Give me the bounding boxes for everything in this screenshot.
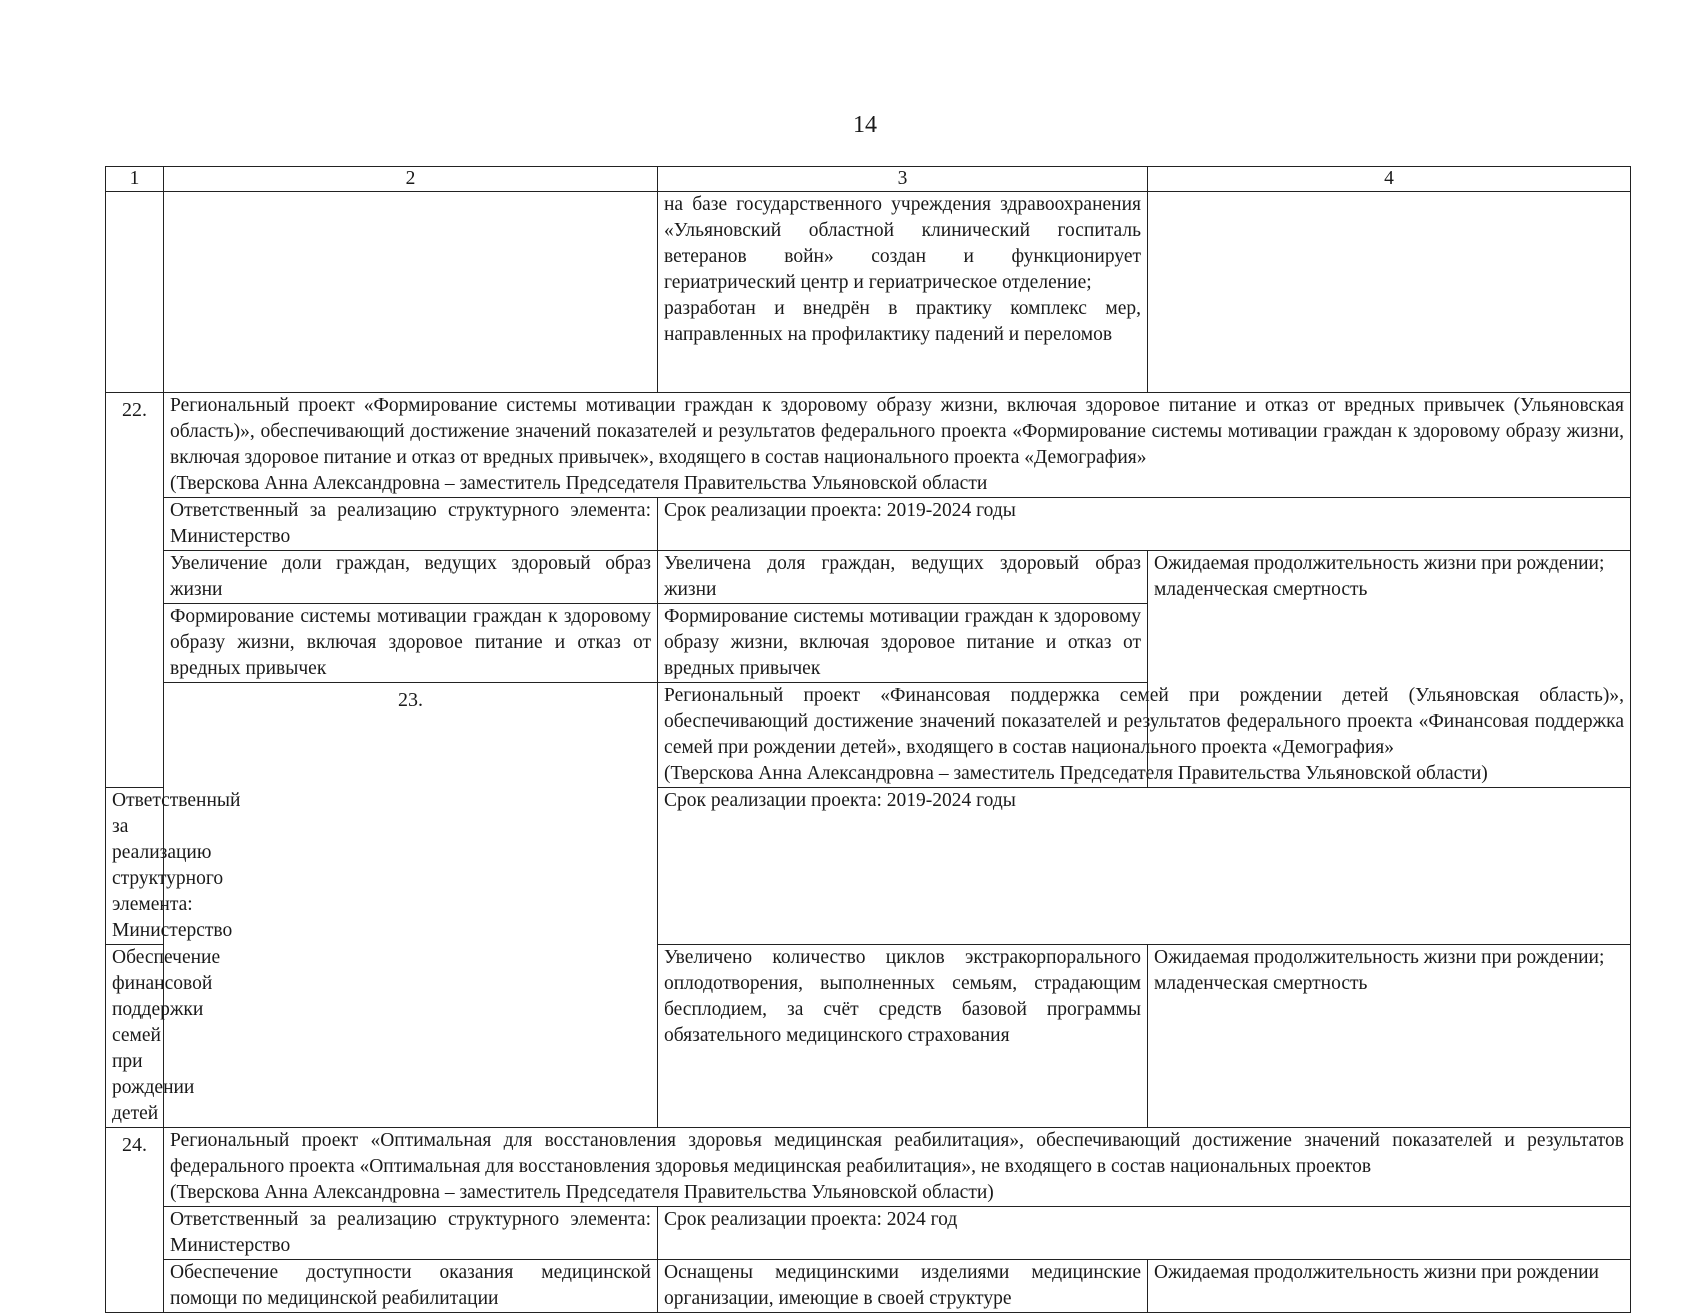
responsible-23: Ответственный за реализацию структурного элемента: Министерство xyxy=(106,788,164,945)
row-number-23: 23. xyxy=(164,683,658,1128)
project-meta-row-24 xyxy=(106,1207,1631,1260)
page-number: 14 xyxy=(853,112,877,138)
projects-table xyxy=(105,166,1631,1313)
result-24: Оснащены медицинскими изделиями медицинские организации, имеющие в своей структуре xyxy=(658,1260,1148,1313)
project-row-24 xyxy=(106,1128,1631,1207)
result-22-1: Увеличена доля граждан, ведущих здоровый образ жизни xyxy=(658,551,1148,604)
task-24: Обеспечение доступности оказания медицинской помощи по медицинской реабилитации xyxy=(164,1260,658,1313)
result-22-2: Формирование системы мотивации граждан к здоровому образу жизни, включая здоровое питание и отказ от вредных привычек xyxy=(658,604,1148,683)
header-cell-1: 1 xyxy=(106,167,164,192)
result-23: Увеличено количество циклов экстракорпорального оплодотворения, выполненных семьям, страдающим бесплодием, за счёт средств базовой программы обязательного медицинского страхования xyxy=(658,945,1148,1128)
task-22-1: Увеличение доли граждан, ведущих здоровый образ жизни xyxy=(164,551,658,604)
header-cell-4: 4 xyxy=(1148,167,1631,192)
responsible-22: Ответственный за реализацию структурного элемента: Министерство xyxy=(164,498,658,551)
indicators-22: Ожидаемая продолжительность жизни при рождении; младенческая смертность xyxy=(1148,551,1631,788)
task-row-22-1 xyxy=(106,551,1631,604)
project-title-24: Региональный проект «Оптимальная для восстановления здоровья медицинская реабилитация», обеспечивающий достижение значений показателей и результатов федерального проекта «Оптимальная для восстановления здоровья медицинская реабилитация», не входящего в состав национальных проектов (Тверскова Анна Александровна – заместитель Председателя Правительства Ульяновской области) xyxy=(164,1128,1631,1207)
term-24: Срок реализации проекта: 2024 год xyxy=(658,1207,1631,1260)
project-title-23: Региональный проект «Финансовая поддержка семей при рождении детей (Ульяновская область)», обеспечивающий достижение значений показателей и результатов федерального проекта «Финансовая поддержка семей при рождении детей», входящего в состав национального проекта «Демография» (Тверскова Анна Александровна – заместитель Председателя Правительства Ульяновской области) xyxy=(658,683,1631,788)
continuation-indicators xyxy=(1148,192,1631,393)
header-cell-2: 2 xyxy=(164,167,658,192)
indicators-23: Ожидаемая продолжительность жизни при рождении; младенческая смертность xyxy=(1148,945,1631,1128)
continuation-row xyxy=(106,192,1631,393)
row-number-24: 24. xyxy=(106,1128,164,1313)
project-row-23 xyxy=(106,683,1631,788)
row-number-22: 22. xyxy=(106,393,164,788)
indicators-24: Ожидаемая продолжительность жизни при рождении xyxy=(1148,1260,1631,1313)
term-22: Срок реализации проекта: 2019-2024 годы xyxy=(658,498,1631,551)
continuation-result: на базе государственного учреждения здравоохранения «Ульяновский областной клинический госпиталь ветеранов войн» создан и функционирует гериатрический центр и гериатрическое отделение; разработан и внедрён в практику комплекс мер, направленных на профилактику падений и переломов xyxy=(658,192,1148,393)
project-row-22 xyxy=(106,393,1631,498)
term-23: Срок реализации проекта: 2019-2024 годы xyxy=(658,788,1631,945)
header-cell-3: 3 xyxy=(658,167,1148,192)
project-title-22: Региональный проект «Формирование системы мотивации граждан к здоровому образу жизни, включая здоровое питание и отказ от вредных привычек (Ульяновская область)», обеспечивающий достижение значений показателей и результатов федерального проекта «Формирование системы мотивации граждан к здоровому образу жизни, включая здоровое питание и отказ от вредных привычек», входящего в состав национального проекта «Демография» (Тверскова Анна Александровна – заместитель Председателя Правительства Ульяновской области xyxy=(164,393,1631,498)
task-row-24 xyxy=(106,1260,1631,1313)
responsible-24: Ответственный за реализацию структурного элемента: Министерство xyxy=(164,1207,658,1260)
task-23: Обеспечение финансовой поддержки семей при рождении детей xyxy=(106,945,164,1128)
task-22-2: Формирование системы мотивации граждан к здоровому образу жизни, включая здоровое питание и отказ от вредных привычек xyxy=(164,604,658,683)
project-meta-row-22 xyxy=(106,498,1631,551)
table-header-row xyxy=(106,167,1631,192)
